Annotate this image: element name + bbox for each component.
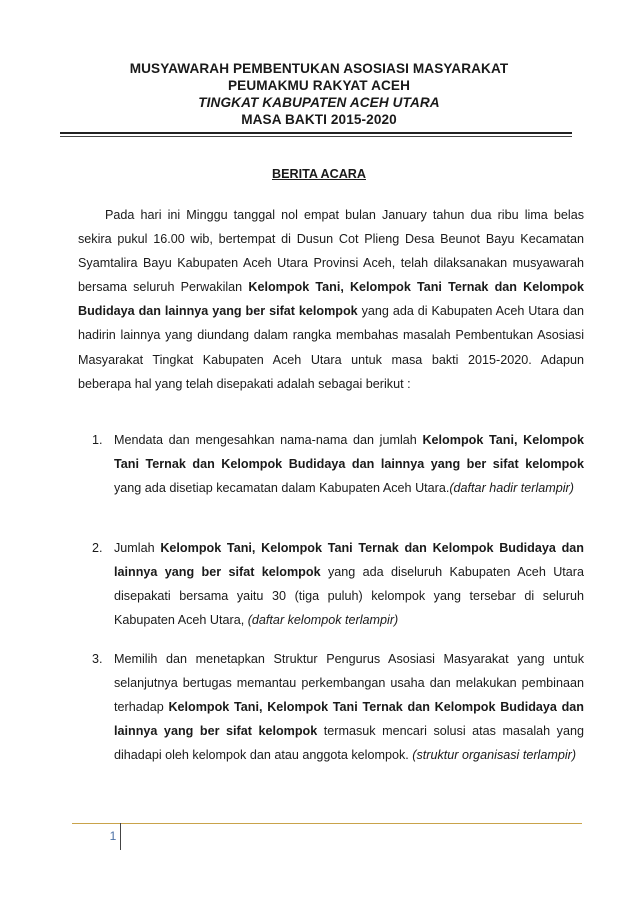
footer-divider <box>120 823 121 850</box>
list-item-2 <box>82 536 584 632</box>
intro-paragraph <box>78 203 584 396</box>
list-italic-note: (daftar kelompok terlampir) <box>247 613 399 628</box>
header-line-3: TINGKAT KABUPATEN ACEH UTARA <box>198 95 440 110</box>
list-item-1 <box>82 428 584 500</box>
list-text: yang ada diseluruh Kabupaten Aceh Utara disepakati bersama yaitu 30 (tiga puluh) kelompok yang tersebar di seluruh Kabupaten Aceh Utara, <box>114 565 584 628</box>
list-text: Memilih dan menetapkan Struktur Pengurus Asosiasi Masyarakat yang untuk selanjutnya bertugas memantau perkembangan usaha dan melakukan pembinaan terhadap <box>114 652 584 715</box>
intro-text-2: yang ada di Kabupaten Aceh Utara dan hadirin lainnya yang diundang dalam rangka membahas masalah Pembentukan Asosiasi Masyarakat Tingkat Kabupaten Aceh Utara untuk masa bakti 2015-2020. Adapun beberapa hal yang telah disepakati adalah sebagai berikut : <box>78 304 584 391</box>
header-rule-thin <box>60 136 572 137</box>
document-title: BERITA ACARA <box>272 167 366 181</box>
header-line-1: MUSYAWARAH PEMBENTUKAN ASOSIASI MASYARAKAT <box>129 61 509 76</box>
list-bold-text: Kelompok Tani, Kelompok Tani Ternak dan Kelompok Budidaya dan lainnya yang ber sifat kelompok <box>114 433 584 472</box>
list-item-3 <box>82 647 584 767</box>
intro-text-1: Pada hari ini Minggu tanggal nol empat bulan January tahun dua ribu lima belas sekira pukul 16.00 wib, bertempat di Dusun Cot Plieng Desa Beunot Bayu Kecamatan Syamtalira Bayu Kabupaten Aceh Utara Provinsi Aceh, telah dilaksanakan musyawarah bersama seluruh Perwakilan <box>78 208 584 295</box>
intro-section <box>78 203 584 396</box>
header-rule-thick <box>60 132 572 134</box>
list-text: termasuk mencari solusi atas masalah yang dihadapi oleh kelompok dan atau anggota kelompok. <box>114 724 584 763</box>
list-italic-note: (struktur organisasi terlampir) <box>412 748 577 763</box>
footer-rule <box>72 823 582 824</box>
list-text: yang ada disetiap kecamatan dalam Kabupaten Aceh Utara. <box>114 481 450 496</box>
list-text: Mendata dan mengesahkan nama-nama dan jumlah <box>114 433 423 447</box>
list-number: 1. <box>92 433 103 447</box>
list-number: 3. <box>92 652 103 666</box>
list-bold-text: Kelompok Tani, Kelompok Tani Ternak dan Kelompok Budidaya dan lainnya yang ber sifat kelompok <box>114 700 585 739</box>
list-number: 2. <box>92 541 103 555</box>
header-line-4: MASA BAKTI 2015-2020 <box>241 112 397 127</box>
intro-bold-text: Kelompok Tani, Kelompok Tani Ternak dan Kelompok Budidaya dan lainnya yang ber sifat kelompok <box>78 280 584 319</box>
page-number: 1 <box>109 829 117 843</box>
list-italic-note: (daftar hadir terlampir) <box>449 481 574 496</box>
document-header <box>60 60 578 128</box>
list-bold-text: Kelompok Tani, Kelompok Tani Ternak dan Kelompok Budidaya dan lainnya yang ber sifat kelompok <box>114 541 584 580</box>
header-line-2: PEUMAKMU RAKYAT ACEH <box>228 78 410 93</box>
list-text: Jumlah <box>114 541 161 555</box>
